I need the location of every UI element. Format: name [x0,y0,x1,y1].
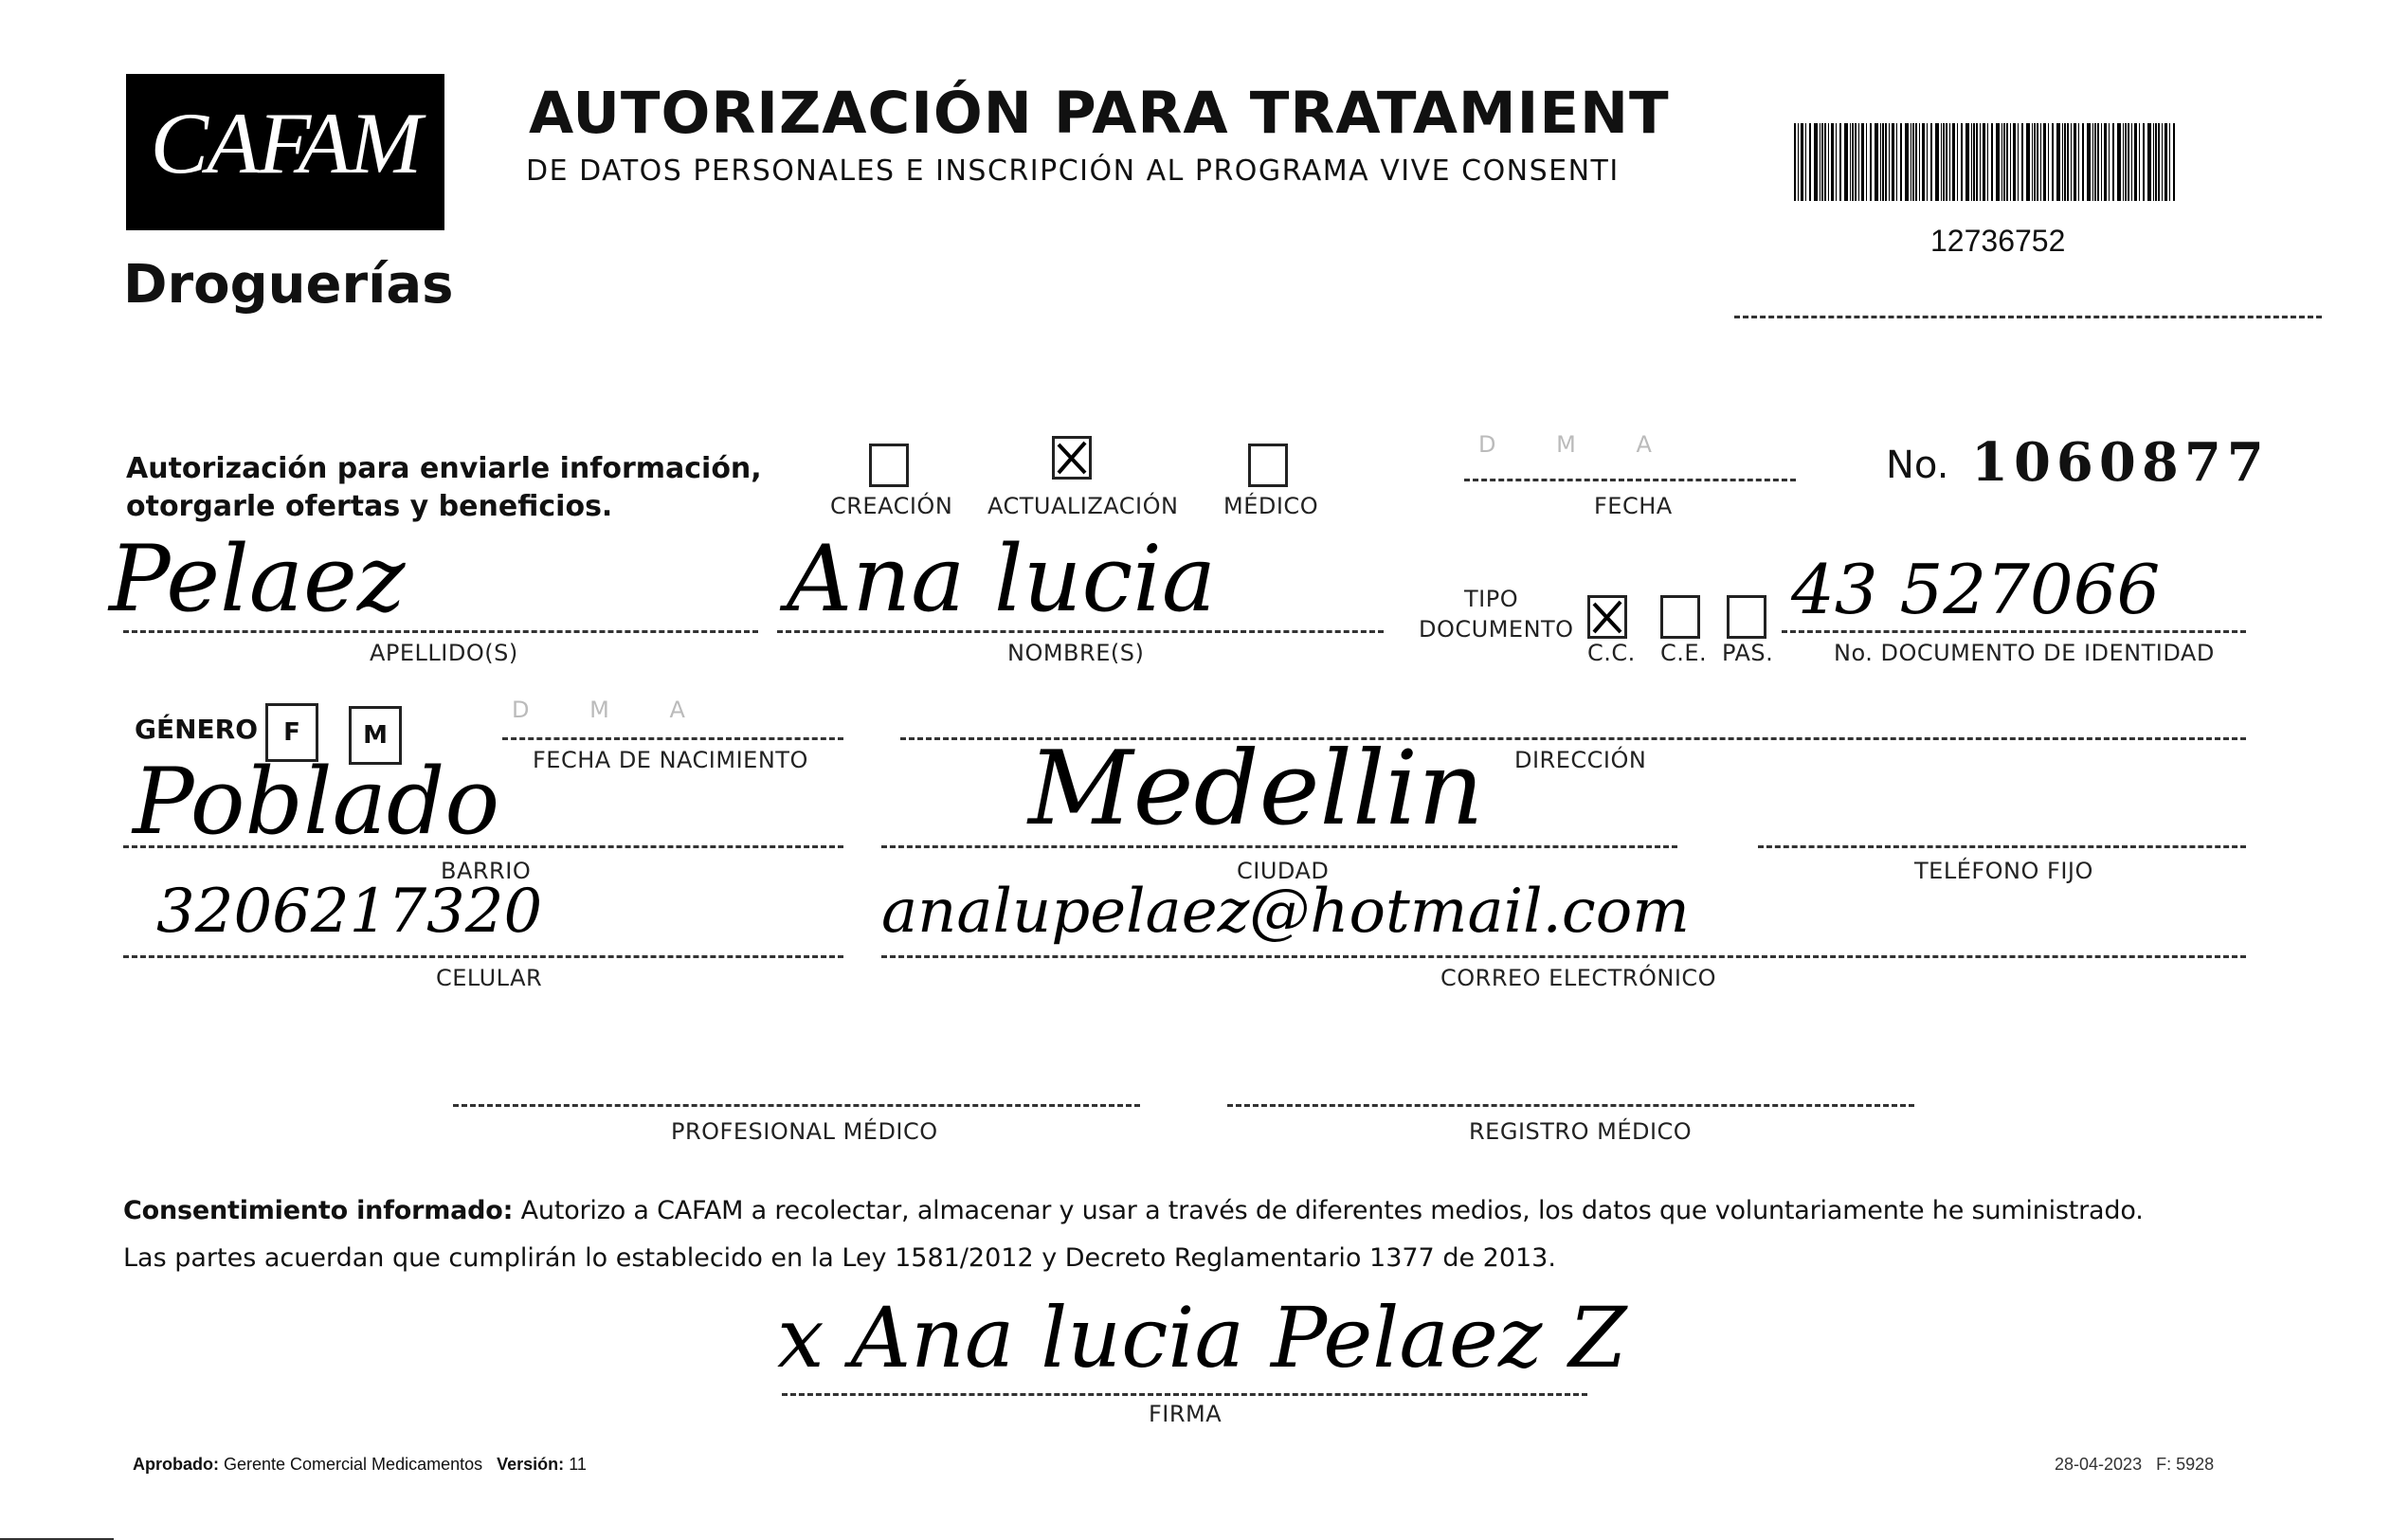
barcode-bar [1957,123,1958,201]
fecha-placeholder: D M A [1478,431,1678,458]
barcode-bar [1844,123,1848,201]
apellidos-value: Pelaez [109,526,406,632]
barcode-bar [2139,123,2140,201]
version-value: 11 [569,1455,587,1474]
barcode-bar [2117,123,2121,201]
footer-code: F: 5928 [2156,1455,2215,1474]
barcode-bar [2006,123,2008,201]
footer-date-value: 28-04-2023 [2055,1455,2143,1474]
barcode-bar [1875,123,1878,201]
barcode-bar [2018,123,2019,201]
creacion-checkbox[interactable] [869,444,909,487]
barcode-bar [1805,123,1806,201]
barcode-bar [2062,123,2063,201]
apellidos-label: APELLIDO(S) [370,640,518,666]
barcode-bar [2034,123,2036,201]
logo-text: CAFAM [150,95,421,191]
profesional-label: PROFESIONAL MÉDICO [671,1118,938,1145]
fecha-nacimiento-label: FECHA DE NACIMIENTO [533,747,808,773]
genero-f-box[interactable]: F [265,703,318,762]
check-x-icon [1055,439,1089,477]
intro-line-1: Autorización para enviarle información, [126,452,762,485]
barcode-bar [2158,123,2160,201]
apellidos-line[interactable] [123,630,758,633]
barcode-bar [2043,123,2046,201]
barcode-bar [2173,123,2175,201]
nombres-label: NOMBRE(S) [1007,640,1145,666]
barcode-bar [1976,123,1978,201]
barcode-bar [1801,123,1803,201]
barcode-bar [2010,123,2011,201]
celular-label: CELULAR [436,965,543,991]
barcode-bar [2128,123,2129,201]
barcode-bar [2123,123,2124,201]
pas-checkbox[interactable] [1727,595,1766,639]
doc-number-value: 43 527066 [1791,550,2161,629]
barcode-bar [1889,123,1890,201]
barcode-bar [1983,123,1985,201]
nacimiento-line[interactable] [502,737,843,740]
barcode-bar [1852,123,1854,201]
correo-label: CORREO ELECTRÓNICO [1440,965,1717,991]
ciudad-label: CIUDAD [1237,858,1330,884]
barcode-bar [2101,123,2102,201]
aprobado-label: Aprobado: [133,1455,219,1474]
barcode-bar [1858,123,1859,201]
celular-value: 3206217320 [156,877,543,947]
signature-line[interactable] [782,1393,1587,1396]
barrio-line[interactable] [123,845,843,848]
logo-subtitle: Droguerías [123,254,454,316]
direccion-label: DIRECCIÓN [1514,747,1647,773]
barcode-bar [2131,123,2132,201]
barcode-bar [2092,123,2093,201]
barcode-bar [1965,123,1969,201]
footer-date [2055,1455,2214,1475]
barcode-bar [1870,123,1872,201]
barcode-bar [2162,123,2163,201]
barcode-bar [1952,123,1955,201]
barcode-bar [2087,123,2091,201]
telefono-label: TELÉFONO FIJO [1914,858,2093,884]
barcode-bar [2147,123,2151,201]
barcode-bar [2169,123,2170,201]
barcode-bar [2052,123,2054,201]
barcode-bar [1943,123,1945,201]
cc-checkbox[interactable] [1587,595,1627,639]
barcode-bar [2134,123,2137,201]
nombres-value: Ana lucia [787,526,1217,632]
actualizacion-label: ACTUALIZACIÓN [987,493,1179,519]
barcode-bar [2104,123,2107,201]
barcode-bar [1900,123,1902,201]
ce-label: C.E. [1660,640,1708,666]
barcode-bar [1892,123,1894,201]
barcode-bar [1927,123,1928,201]
consent-body: Autorizo a CAFAM a recolectar, almacenar y usar a través de diferentes medios, los datos que voluntariamente he suministrado. [513,1196,2144,1225]
barcode-bar [1866,123,1867,201]
document-title: AUTORIZACIÓN PARA TRATAMIENT [529,80,1670,147]
barcode-bar [1971,123,1972,201]
registro-line[interactable] [1227,1104,1914,1107]
barcode-bar [1850,123,1851,201]
barcode-bar [1991,123,1993,201]
document-subtitle: DE DATOS PERSONALES E INSCRIPCIÓN AL PROGRAMA VIVE CONSENTI [526,154,1620,188]
celular-line[interactable] [123,955,843,958]
barcode-bar [1905,123,1909,201]
barcode-bar [2040,123,2041,201]
barcode-bar [1882,123,1884,201]
tipo-doc-label-2: DOCUMENTO [1419,616,1574,643]
barcode-bar [1794,123,1796,201]
ciudad-line[interactable] [881,845,1677,848]
barcode-bar [1915,123,1917,201]
barcode-bar [2021,123,2023,201]
barcode-bar [1987,123,1988,201]
tipo-doc-label-1: TIPO [1464,586,1519,612]
barcode-bar [1885,123,1887,201]
barcode-bar [2082,123,2084,201]
barcode [1794,123,2183,201]
barcode-bar [2048,123,2049,201]
ciudad-value: Medellin [1028,730,1484,848]
barcode-bar [1961,123,1963,201]
correo-line[interactable] [881,955,2246,958]
form-number-prefix: No. [1886,444,1949,487]
barcode-bar [1896,123,1897,201]
barcode-bar [2112,123,2114,201]
doc-number-line[interactable] [1782,630,2246,633]
aprobado-value: Gerente Comercial Medicamentos [224,1455,483,1474]
barcode-bar [1912,123,1914,201]
barrio-label: BARRIO [441,858,532,884]
form-number: 1060877 [1971,431,2270,494]
barcode-bar [1798,123,1799,201]
barcode-bar [2155,123,2157,201]
barcode-bar [1935,123,1939,201]
ce-checkbox[interactable] [1660,595,1700,639]
barcode-bar [1973,123,1975,201]
barcode-bar [2074,123,2076,201]
barcode-bar [1821,123,1823,201]
creacion-label: CREACIÓN [830,493,953,519]
barcode-bar [1839,123,1841,201]
barcode-bar [1880,123,1881,201]
intro-line-2: otorgarle ofertas y beneficios. [126,490,613,523]
barcode-bar [2037,123,2038,201]
cc-label: C.C. [1587,640,1636,666]
correo-value: analupelaez@hotmail.com [881,877,1690,947]
barcode-bar [1828,123,1829,201]
barcode-bar [2078,123,2079,201]
doc-number-label: No. DOCUMENTO DE IDENTIDAD [1834,640,2215,666]
consent-line-2: Las partes acuerdan que cumplirán lo establecido en la Ley 1581/2012 y Decreto Reglamentario 1377 de 2013. [123,1243,1556,1273]
fecha-label: FECHA [1594,493,1673,519]
barcode-bar [2067,123,2069,201]
barcode-bar [1809,123,1811,201]
genero-m-box[interactable]: M [349,706,402,765]
check-x-icon [1590,598,1624,636]
barcode-bar [2003,123,2005,201]
barcode-bar [2013,123,2016,201]
medico-checkbox[interactable] [1248,444,1288,487]
barcode-bar [2109,123,2110,201]
nacimiento-placeholder: D M A [512,697,712,723]
barcode-bar [2097,123,2099,201]
barcode-bar [1836,123,1837,201]
barcode-number: 12736752 [1930,224,2066,258]
barcode-bar [1922,123,1925,201]
profesional-line[interactable] [453,1104,1140,1107]
medico-label: MÉDICO [1223,493,1319,519]
footer-approval [133,1455,587,1475]
signature-label: FIRMA [1149,1401,1223,1427]
barrio-value: Poblado [133,749,500,855]
barcode-bar [1814,123,1818,201]
version-label: Versión: [497,1455,565,1474]
actualizacion-checkbox[interactable] [1052,436,1092,480]
barcode-bar [2032,123,2033,201]
barcode-bar [1824,123,1826,201]
pas-label: PAS. [1722,640,1774,666]
barcode-bar [1855,123,1857,201]
barcode-bar [1861,123,1864,201]
barcode-bar [2026,123,2030,201]
registro-label: REGISTRO MÉDICO [1469,1118,1693,1145]
header-divider [1734,316,2322,318]
barcode-bar [1980,123,1981,201]
telefono-line[interactable] [1758,845,2246,848]
barcode-bar [1941,123,1942,201]
consent-text [123,1196,2144,1225]
barcode-bar [2094,123,2096,201]
barcode-bar [2056,123,2060,201]
barcode-bar [2153,123,2154,201]
consent-heading: Consentimiento informado: [123,1196,514,1225]
barcode-bar [2071,123,2072,201]
barcode-bar [1919,123,1920,201]
barcode-bar [1831,123,1834,201]
signature-value: x Ana lucia Pelaez Z [777,1289,1627,1386]
nombres-line[interactable] [777,630,1384,633]
barcode-bar [2165,123,2167,201]
barcode-bar [1946,123,1947,201]
barcode-bar [1996,123,2000,201]
barcode-bar [1930,123,1932,201]
genero-label: GÉNERO [135,714,259,745]
fecha-line[interactable] [1464,479,1796,481]
barcode-bar [1949,123,1950,201]
barcode-bar [2064,123,2066,201]
barcode-bar [2125,123,2127,201]
barcode-bar [2143,123,2145,201]
